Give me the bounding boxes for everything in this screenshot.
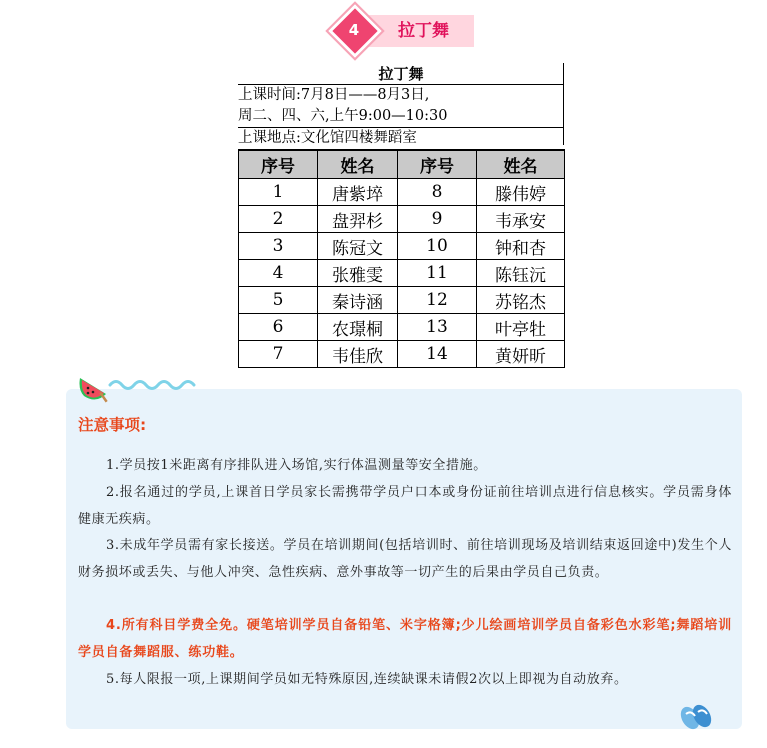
student-roster xyxy=(238,149,565,368)
cell-index: 12 xyxy=(398,287,477,314)
cell-student-name: 苏铭杰 xyxy=(477,287,565,314)
cell-student-name: 唐紫埣 xyxy=(318,179,398,206)
slippers-icon xyxy=(676,700,716,732)
table-row xyxy=(239,179,565,206)
table-row xyxy=(239,233,565,260)
table-title: 拉丁舞 xyxy=(238,63,564,85)
section-title: 拉丁舞 xyxy=(398,21,449,41)
header-index: 序号 xyxy=(239,150,318,179)
table-row xyxy=(239,260,565,287)
table-row xyxy=(239,314,565,341)
header-index: 序号 xyxy=(398,150,477,179)
cell-index: 5 xyxy=(239,287,318,314)
table-row xyxy=(239,206,565,233)
cell-student-name: 陈钰沅 xyxy=(477,260,565,287)
notice-item-4-highlight: 4.所有科目学费全免。硬笔培训学员自备铅笔、米字格簿;少儿绘画培训学员自备彩色水彩笔;舞蹈培训学员自备舞蹈服、练功鞋。 xyxy=(78,618,732,660)
cell-student-name: 黄妍昕 xyxy=(477,341,565,368)
cell-student-name: 陈冠文 xyxy=(318,233,398,260)
cell-student-name: 韦佳欣 xyxy=(318,341,398,368)
cell-student-name: 张雅雯 xyxy=(318,260,398,287)
cell-student-name: 钟和杏 xyxy=(477,233,565,260)
section-number: 4 xyxy=(348,21,360,39)
cell-index: 4 xyxy=(239,260,318,287)
notice-title: 注意事项: xyxy=(78,416,147,434)
cell-index: 3 xyxy=(239,233,318,260)
section-header xyxy=(334,10,474,50)
header-name: 姓名 xyxy=(477,150,565,179)
cell-index: 6 xyxy=(239,314,318,341)
waves-icon xyxy=(108,376,204,392)
class-time-line-2: 周二、四、六,上午9:00—10:30 xyxy=(238,106,564,128)
cell-index: 2 xyxy=(239,206,318,233)
notice-item-3: 3.未成年学员需有家长接送。学员在培训期间(包括培训时、前往培训现场及培训结束返回途中)发生个人财务损坏或丢失、与他人冲突、急性疾病、意外事故等一切产生的后果由学员自己负责。 xyxy=(78,538,732,580)
course-table xyxy=(238,63,564,368)
cell-student-name: 滕伟婷 xyxy=(477,179,565,206)
notice-item-2: 2.报名通过的学员,上课首日学员家长需携带学员户口本或身份证前往培训点进行信息核实。学员需身体健康无疾病。 xyxy=(78,485,732,527)
cell-student-name: 盘羿杉 xyxy=(318,206,398,233)
notice-item-1: 1.学员按1米距离有序排队进入场馆,实行体温测量等安全措施。 xyxy=(106,458,487,473)
watermelon-icon xyxy=(76,372,112,404)
cell-index: 8 xyxy=(398,179,477,206)
table-header-row xyxy=(239,150,565,179)
notice-item-5: 5.每人限报一项,上课期间学员如无特殊原因,连续缺课未请假2次以上即视为自动放弃。 xyxy=(106,672,628,687)
cell-student-name: 叶亭牡 xyxy=(477,314,565,341)
cell-index: 9 xyxy=(398,206,477,233)
cell-index: 1 xyxy=(239,179,318,206)
class-location: 上课地点:文化馆四楼舞蹈室 xyxy=(238,130,417,146)
cell-index: 13 xyxy=(398,314,477,341)
cell-index: 14 xyxy=(398,341,477,368)
cell-student-name: 韦承安 xyxy=(477,206,565,233)
cell-index: 10 xyxy=(398,233,477,260)
class-time-line-1: 上课时间:7月8日——8月3日, xyxy=(238,87,430,103)
cell-index: 11 xyxy=(398,260,477,287)
table-row xyxy=(239,287,565,314)
cell-student-name: 农璟桐 xyxy=(318,314,398,341)
cell-student-name: 秦诗涵 xyxy=(318,287,398,314)
cell-index: 7 xyxy=(239,341,318,368)
header-name: 姓名 xyxy=(318,150,398,179)
table-row xyxy=(239,341,565,368)
